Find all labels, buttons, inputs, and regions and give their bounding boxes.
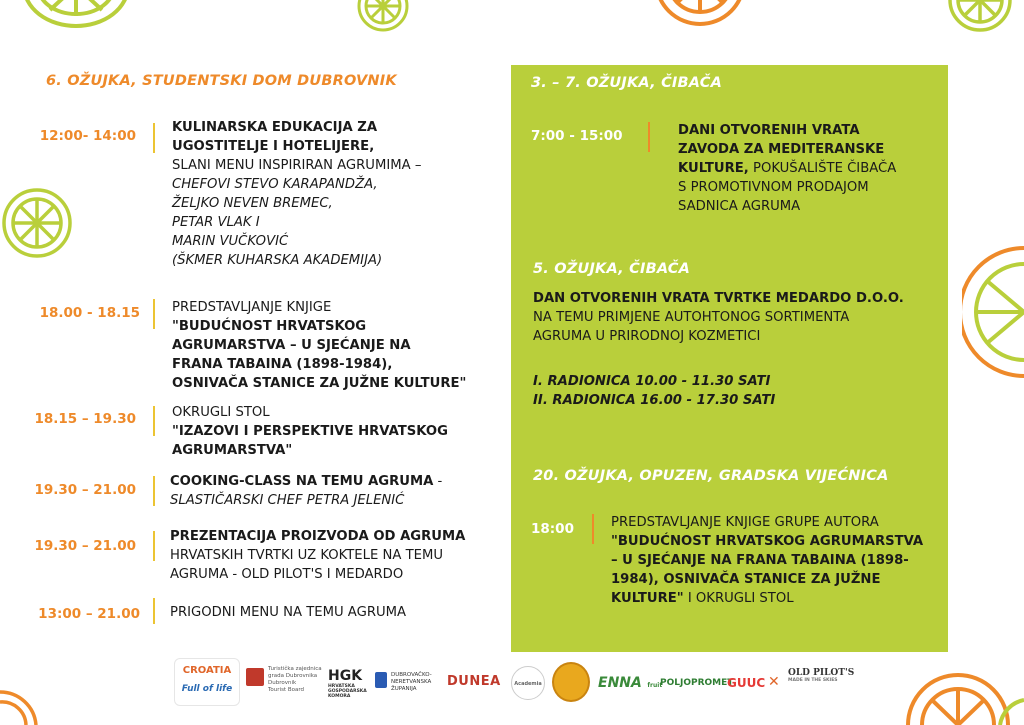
citrus-slice-top-right-green-icon bbox=[945, 0, 1015, 38]
divider-bar bbox=[648, 122, 650, 152]
right-heading-2: 5. OŽUJKA, ČIBAČA bbox=[533, 261, 691, 277]
time-label: 19.30 – 21.00 bbox=[34, 482, 136, 498]
poljopromet-logo: POLJOPROMET bbox=[660, 678, 734, 688]
citrus-slice-top-left-icon bbox=[20, 0, 132, 32]
divider-bar bbox=[153, 299, 155, 329]
event-description: COOKING-CLASS NA TEMU AGRUMA - SLASTIČARSKI CHEF PETRA JELENIĆ bbox=[170, 474, 443, 508]
citrus-slice-top-right-orange-icon bbox=[650, 0, 750, 36]
hgk-logo: HGK HRVATSKA GOSPODARSKA KOMORA bbox=[328, 668, 367, 699]
divider-bar bbox=[153, 406, 155, 436]
divider-bar bbox=[153, 476, 155, 506]
time-label: 19.30 – 21.00 bbox=[34, 538, 136, 554]
tourist-board-logo: Turistička zajednica grada Dubrovnika Dubrovnik Tourist Board bbox=[246, 666, 322, 694]
divider-bar bbox=[153, 598, 155, 624]
time-label: 13:00 – 21.00 bbox=[38, 606, 140, 622]
citrus-slice-left-middle-icon bbox=[0, 186, 74, 260]
time-label: 7:00 - 15:00 bbox=[531, 128, 623, 144]
county-logo: DUBROVAČKO- NERETVANSKA ŽUPANIJA bbox=[375, 672, 432, 693]
old-pilots-logo: ✕ OLD PILOT'S MADE IN THE SKIES bbox=[768, 668, 855, 690]
event-description: OKRUGLI STOL "IZAZOVI I PERSPEKTIVE HRVATSKOG AGRUMARSTVA" bbox=[172, 405, 448, 458]
right-panel bbox=[511, 65, 948, 652]
time-label: 18:00 bbox=[531, 521, 574, 537]
citrus-slice-right-middle-icon bbox=[962, 244, 1024, 380]
divider-bar bbox=[153, 123, 155, 153]
academia-logo: Academia bbox=[511, 666, 545, 700]
divider-bar bbox=[153, 531, 155, 561]
honey-badge-logo bbox=[552, 662, 590, 702]
citrus-slice-top-center-icon bbox=[356, 0, 410, 34]
event-description: KULINARSKA EDUKACIJA ZA UGOSTITELJE I HOTELIJERE, SLANI MENU INSPIRIRAN AGRUMIMA – CHEFOVI STEVO KARAPANDŽA, ŽELJKO NEVEN BREMEC, PETAR VLAK I MARIN VUČKOVIĆ (ŠKMER KUHARSKA AKADEMIJA) bbox=[172, 120, 422, 268]
right-heading-1: 3. – 7. OŽUJKA, ČIBAČA bbox=[531, 75, 723, 91]
enna-fruit-logo: ENNA fruit bbox=[598, 675, 663, 691]
time-label: 18.00 - 18.15 bbox=[39, 305, 140, 321]
dunea-logo: DUNEA bbox=[447, 674, 501, 689]
divider-bar bbox=[592, 514, 594, 544]
workshop-times: I. RADIONICA 10.00 - 11.30 SATI II. RADIONICA 16.00 - 17.30 SATI bbox=[533, 374, 776, 408]
citrus-slice-bottom-right-icon bbox=[900, 660, 1024, 725]
event-description: PREDSTAVLJANJE KNJIGE "BUDUĆNOST HRVATSKOG AGRUMARSTVA – U SJEĆANJE NA FRANA TABAINA (1898-1984), OSNIVAČA STANICE ZA JUŽNE KULTURE" bbox=[172, 300, 467, 391]
event-description: PRIGODNI MENU NA TEMU AGRUMA bbox=[170, 605, 407, 620]
guuc-logo: GUUC bbox=[727, 676, 766, 690]
event-description: DAN OTVORENIH VRATA TVRTKE MEDARDO D.O.O. NA TEMU PRIMJENE AUTOHTONOG SORTIMENTA AGRUMA U PRIRODNOJ KOZMETICI bbox=[533, 291, 904, 344]
citrus-slice-bottom-left-icon bbox=[0, 690, 40, 725]
left-column-heading: 6. OŽUJKA, STUDENTSKI DOM DUBROVNIK bbox=[46, 73, 397, 89]
event-description: PREZENTACIJA PROIZVODA OD AGRUMA HRVATSKIH TVRTKI UZ KOKTELE NA TEMU AGRUMA - OLD PILOT'S I MEDARDO bbox=[170, 529, 466, 582]
sponsor-logos bbox=[170, 656, 860, 710]
time-label: 18.15 – 19.30 bbox=[34, 411, 136, 427]
event-description: PREDSTAVLJANJE KNJIGE GRUPE AUTORA "BUDUĆNOST HRVATSKOG AGRUMARSTVA – U SJEĆANJE NA FRANA TABAINA (1898- 1984), OSNIVAČA STANICE ZA JUŽNE KULTURE" I OKRUGLI STOL bbox=[611, 515, 924, 606]
right-heading-3: 20. OŽUJKA, OPUZEN, GRADSKA VIJEĆNICA bbox=[533, 468, 889, 484]
time-label: 12:00- 14:00 bbox=[39, 128, 136, 144]
croatia-logo: CROATIA Full of life bbox=[174, 658, 240, 706]
event-description: DANI OTVORENIH VRATA ZAVODA ZA MEDITERANSKE KULTURE, POKUŠALIŠTE ČIBAČA S PROMOTIVNOM PRODAJOM SADNICA AGRUMA bbox=[678, 123, 897, 214]
